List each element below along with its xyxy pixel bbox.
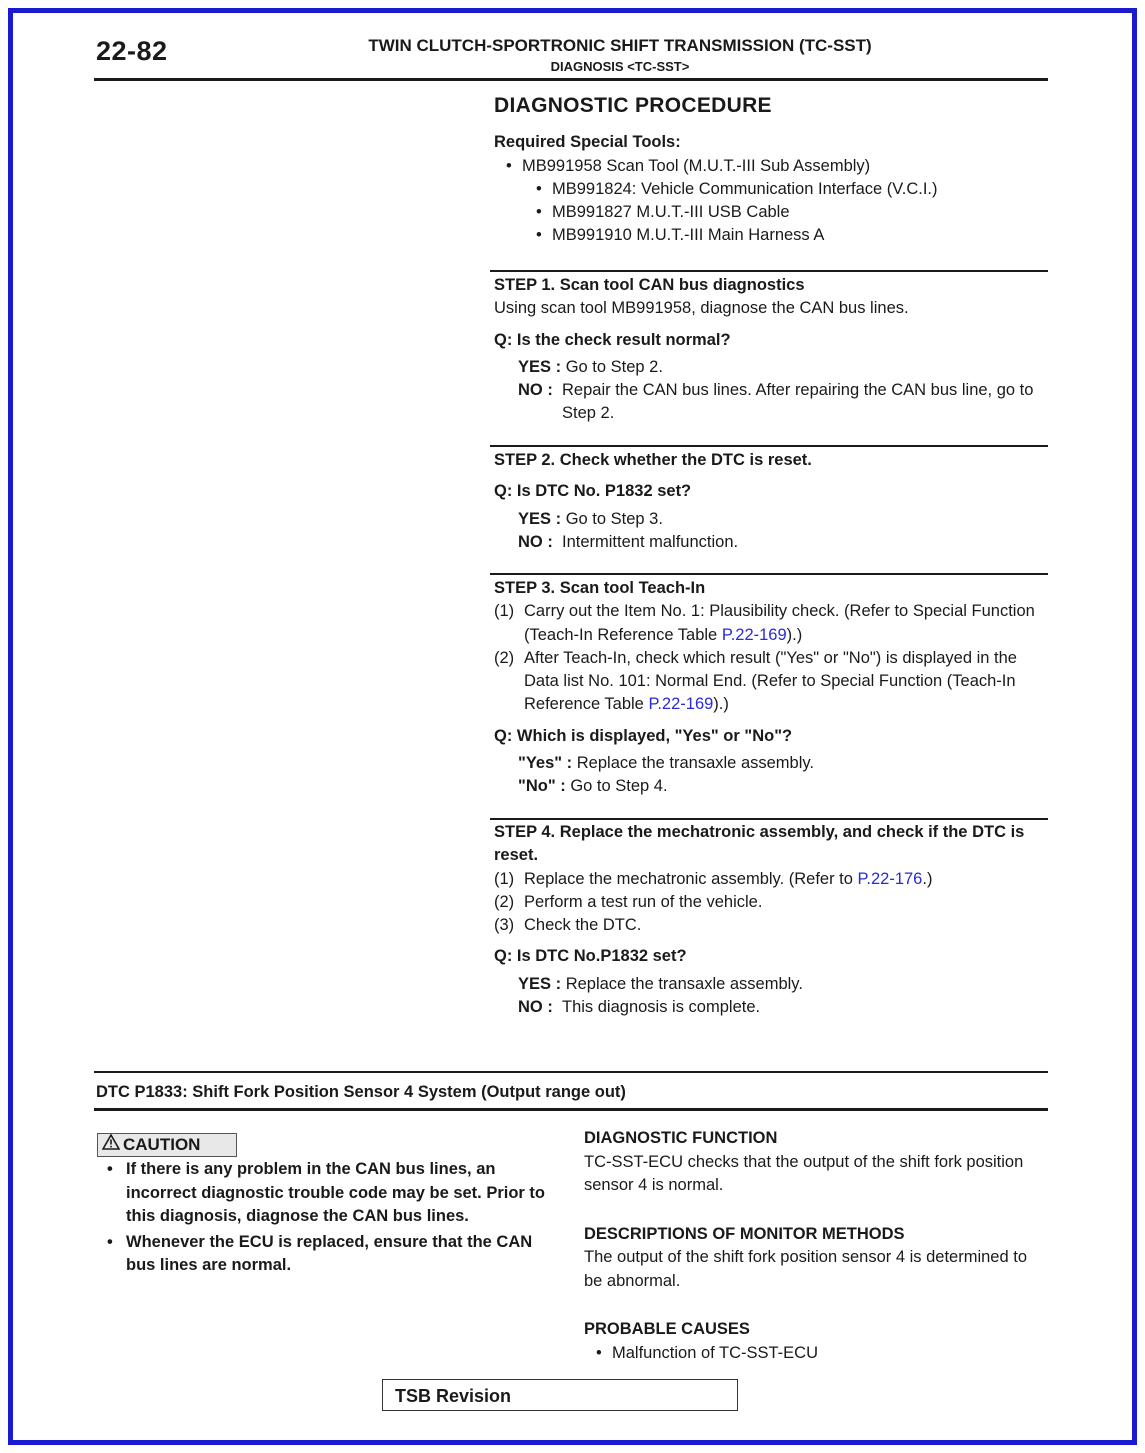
step1-yes xyxy=(494,356,1044,379)
item-text: Check the DTC. xyxy=(524,916,642,935)
yes-value: Go to Step 3. xyxy=(565,509,663,528)
monitor-heading: DESCRIPTIONS OF MONITOR METHODS xyxy=(584,1224,905,1243)
step1-heading: STEP 1. Scan tool CAN bus diagnostics xyxy=(494,276,805,294)
yes-value: Replace the transaxle assembly. xyxy=(576,754,814,773)
step1-no xyxy=(494,379,1044,426)
step3-item-1 xyxy=(494,600,1044,647)
warning-icon xyxy=(102,1134,120,1156)
step4-section xyxy=(494,821,1044,1019)
no-value: Repair the CAN bus lines. After repairing the CAN bus line, go to Step 2. xyxy=(562,381,1034,423)
item-text: Carry out the Item No. 1: Plausibility check. (Refer to Special Function (Teach-In Reference Table xyxy=(524,602,1035,644)
no-key: "No" : xyxy=(518,777,571,796)
tool-sub-item: • MB991827 M.U.T.-III USB Cable xyxy=(494,201,1044,224)
step4-question: Q: Is DTC No.P1832 set? xyxy=(494,947,687,966)
header-rule xyxy=(94,78,1048,81)
step4-no xyxy=(494,996,1044,1019)
yes-value: Replace the transaxle assembly. xyxy=(565,974,803,993)
procedure-title: DIAGNOSTIC PROCEDURE xyxy=(494,94,772,117)
tsb-revision-box: TSB Revision xyxy=(382,1379,738,1411)
no-key: NO : xyxy=(518,998,562,1017)
item-number: (2) xyxy=(494,648,515,667)
page-link[interactable]: P.22-169 xyxy=(721,625,787,644)
yes-key: "Yes" : xyxy=(518,754,577,773)
tools-heading: Required Special Tools: xyxy=(494,133,681,152)
yes-key: YES : xyxy=(518,357,566,376)
function-heading: DIAGNOSTIC FUNCTION xyxy=(584,1129,778,1147)
step3-question: Q: Which is displayed, "Yes" or "No"? xyxy=(494,726,793,745)
monitor-text: The output of the shift fork position sensor 4 is determined to be abnormal. xyxy=(584,1248,1027,1290)
step4-heading: STEP 4. Replace the mechatronic assembly, and check if the DTC is reset. xyxy=(494,823,1025,865)
no-value: Go to Step 4. xyxy=(570,777,668,796)
cause-item: • Malfunction of TC-SST-ECU xyxy=(584,1342,1046,1366)
function-text: TC-SST-ECU checks that the output of the shift fork position sensor 4 is normal. xyxy=(584,1152,1024,1194)
step4-item-3 xyxy=(494,914,1044,937)
item-text-end: ).) xyxy=(713,695,729,714)
yes-value: Go to Step 2. xyxy=(565,357,663,376)
step2-no xyxy=(494,531,1044,554)
step2-question: Q: Is DTC No. P1832 set? xyxy=(494,482,692,501)
tool-sub-item: • MB991824: Vehicle Communication Interface (V.C.I.) xyxy=(494,178,1044,201)
item-number: (1) xyxy=(494,602,515,621)
step4-yes xyxy=(494,973,1044,996)
dtc-details xyxy=(584,1127,1046,1365)
step1-question: Q: Is the check result normal? xyxy=(494,330,731,349)
caution-label xyxy=(97,1133,237,1157)
header-title: TWIN CLUTCH-SPORTRONIC SHIFT TRANSMISSION (TC-SST) xyxy=(368,36,872,55)
step2-section xyxy=(494,449,1044,554)
item-number: (1) xyxy=(494,869,515,888)
tool-sub-item: • MB991910 M.U.T.-III Main Harness A xyxy=(494,224,1044,247)
step2-rule xyxy=(490,445,1048,447)
step3-heading: STEP 3. Scan tool Teach-In xyxy=(494,579,706,597)
dtc-top-rule xyxy=(94,1071,1048,1073)
step1-rule xyxy=(490,270,1048,272)
procedure-section xyxy=(494,94,1044,248)
page-number: 22-82 xyxy=(96,36,168,66)
page-link[interactable]: P.22-176 xyxy=(857,869,923,888)
no-key: NO : xyxy=(518,381,562,400)
caution-text: CAUTION xyxy=(123,1135,201,1154)
yes-key: YES : xyxy=(518,509,566,528)
yes-key: YES : xyxy=(518,974,566,993)
step2-heading: STEP 2. Check whether the DTC is reset. xyxy=(494,451,812,469)
step1-section xyxy=(494,274,1044,426)
caution-item: • Whenever the ECU is replaced, ensure that the CAN bus lines are normal. xyxy=(104,1231,556,1278)
caution-item: • If there is any problem in the CAN bus lines, an incorrect diagnostic trouble code may be set. Prior to this diagnosis, diagnose the CAN bus lines. xyxy=(104,1158,556,1229)
tool-main: • MB991958 Scan Tool (M.U.T.-III Sub Assembly) xyxy=(494,155,1044,178)
header-subtitle: DIAGNOSIS <TC-SST> xyxy=(550,59,690,74)
page-link[interactable]: P.22-169 xyxy=(648,695,714,714)
step4-rule xyxy=(490,818,1048,820)
item-text-end: ).) xyxy=(786,625,803,644)
step3-yes xyxy=(494,752,1044,775)
step3-no xyxy=(494,775,1044,798)
no-value: Intermittent malfunction. xyxy=(562,532,739,551)
step4-item-2 xyxy=(494,891,1044,914)
item-text: After Teach-In, check which result ("Yes" or "No") is displayed in the Data list No. 101: Normal End. (Refer to Special Function (Teach-In Reference Table xyxy=(524,648,1017,714)
step1-text: Using scan tool MB991958, diagnose the CAN bus lines. xyxy=(494,299,909,318)
causes-heading: PROBABLE CAUSES xyxy=(584,1320,750,1338)
no-value: This diagnosis is complete. xyxy=(562,998,761,1017)
dtc-bottom-rule xyxy=(94,1108,1048,1111)
item-text: Replace the mechatronic assembly. (Refer to xyxy=(524,869,858,888)
step3-rule xyxy=(490,573,1048,575)
step3-section xyxy=(494,577,1044,799)
caution-list xyxy=(104,1158,556,1280)
item-text-end: .) xyxy=(922,869,933,888)
item-number: (2) xyxy=(494,892,515,911)
item-number: (3) xyxy=(494,916,515,935)
step3-item-2 xyxy=(494,647,1044,717)
step2-yes xyxy=(494,508,1044,531)
item-text: Perform a test run of the vehicle. xyxy=(524,892,763,911)
no-key: NO : xyxy=(518,532,562,551)
dtc-title: DTC P1833: Shift Fork Position Sensor 4 System (Output range out) xyxy=(96,1083,626,1101)
step4-item-1 xyxy=(494,868,1044,891)
